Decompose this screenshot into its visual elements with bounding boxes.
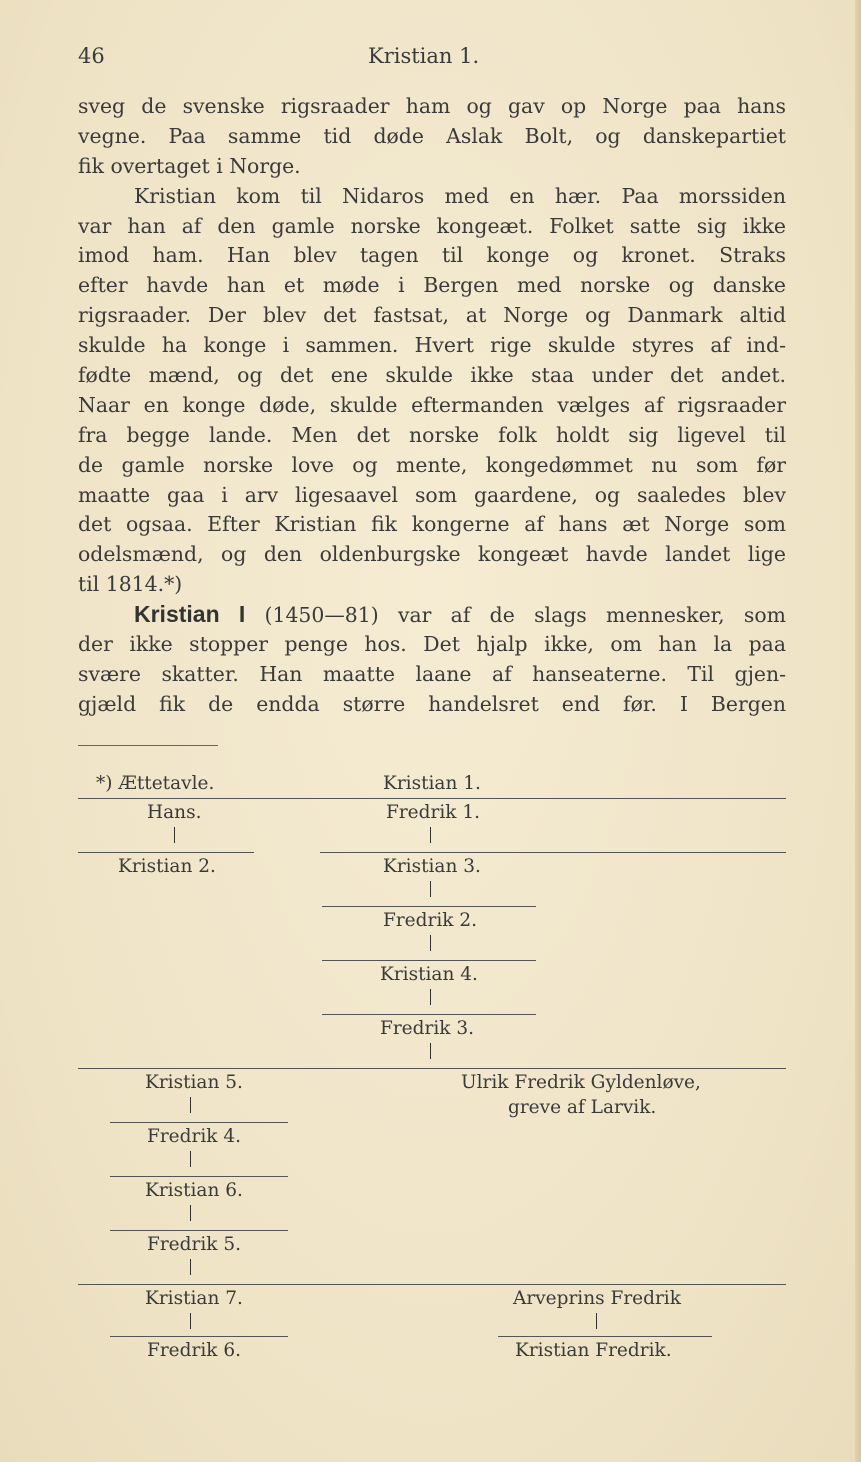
text-line: Naar en konge døde, skulde eftermanden vælges af rigsraader: [78, 392, 786, 417]
tree-name: Kristian 5.: [145, 1072, 243, 1093]
tree-connector: [430, 989, 431, 1005]
tree-name: Kristian 2.: [118, 856, 216, 877]
footnote-marker: *) Ættetavle.: [96, 773, 215, 794]
text-line: der ikke stopper penge hos. Det hjalp ikke, om han la paa: [78, 632, 786, 657]
tree-rule: [110, 1176, 288, 1177]
text-line: Kristian kom til Nidaros med en hær. Paa morssiden: [134, 183, 786, 208]
tree-rule: [322, 960, 536, 961]
tree-rule: [78, 852, 254, 853]
page-number: 46: [78, 44, 105, 68]
tree-rule: [498, 1336, 712, 1337]
text-line: efter havde han et møde i Bergen med norske og danske: [78, 273, 786, 298]
text-line: imod ham. Han blev tagen til konge og kronet. Straks: [78, 243, 786, 268]
text-line: skulde ha konge i sammen. Hvert rige skulde styres af ind-: [78, 333, 786, 358]
tree-rule: [110, 1230, 288, 1231]
tree-name: Arveprins Fredrik: [513, 1288, 681, 1309]
tree-rule: [320, 852, 786, 853]
tree-connector: [430, 827, 431, 843]
tree-connector: [190, 1259, 191, 1275]
main-text: [78, 92, 786, 720]
page-edge: [855, 0, 861, 1462]
text-span: (1450—81) var af de slags mennesker, som: [264, 603, 786, 628]
tree-rule: [322, 906, 536, 907]
tree-name: Hans.: [147, 802, 202, 823]
text-line: fra begge lande. Men det norske folk holdt sig ligevel til: [78, 422, 786, 447]
tree-rule: [110, 1122, 288, 1123]
tree-connector: [596, 1313, 597, 1329]
tree-name: Kristian 1.: [383, 773, 481, 794]
tree-connector: [430, 881, 431, 897]
tree-name: Kristian 3.: [383, 856, 481, 877]
text-line: maatte gaa i arv ligesaavel som gaardene, og saaledes blev: [78, 482, 786, 507]
tree-rule: [78, 1068, 786, 1069]
text-line: vegne. Paa samme tid døde Aslak Bolt, og danskepartiet: [78, 123, 786, 148]
tree-name: Fredrik 2.: [383, 910, 477, 931]
text-line: rigsraader. Der blev det fastsat, at Norge og Danmark altid: [78, 303, 786, 328]
tree-rule: [110, 1336, 288, 1337]
tree-name: Fredrik 3.: [380, 1018, 474, 1039]
tree-rule: [322, 1014, 536, 1015]
tree-name: Fredrik 6.: [147, 1340, 241, 1361]
text-line: fødte mænd, og det ene skulde ikke staa under det andet.: [78, 363, 786, 388]
running-title: Kristian 1.: [368, 44, 480, 68]
tree-name: Fredrik 5.: [147, 1234, 241, 1255]
text-line-paragraph-start: [78, 600, 786, 630]
tree-connector: [190, 1151, 191, 1167]
tree-connector: [190, 1097, 191, 1113]
tree-name: Kristian 7.: [145, 1288, 243, 1309]
text-line: gjæld fik de endda større handelsret end før. I Bergen: [78, 691, 786, 716]
tree-rule: [78, 1284, 786, 1285]
tree-name: Kristian 6.: [145, 1180, 243, 1201]
tree-connector: [190, 1205, 191, 1221]
text-line: sveg de svenske rigsraader ham og gav op Norge paa hans: [78, 94, 786, 118]
footnote-rule: [78, 745, 218, 746]
text-line: fik overtaget i Norge.: [78, 153, 301, 178]
tree-name: Fredrik 4.: [147, 1126, 241, 1147]
bold-name: Kristian I: [134, 601, 246, 628]
tree-connector: [430, 1043, 431, 1059]
tree-connector: [430, 935, 431, 951]
text-line: odelsmænd, og den oldenburgske kongeæt havde landet lige: [78, 542, 786, 567]
text-line: svære skatter. Han maatte laane af hanseaterne. Til gjen-: [78, 661, 786, 686]
text-line: de gamle norske love og mente, kongedømmet nu som før: [78, 452, 786, 477]
text-line: det ogsaa. Efter Kristian fik kongerne af hans æt Norge som: [78, 512, 786, 537]
tree-rule: [78, 798, 786, 799]
tree-connector: [190, 1313, 191, 1329]
tree-name: Fredrik 1.: [386, 802, 480, 823]
tree-name: greve af Larvik.: [508, 1097, 657, 1118]
tree-connector: [174, 827, 175, 843]
tree-name: Kristian 4.: [380, 964, 478, 985]
tree-name: Ulrik Fredrik Gyldenløve,: [461, 1072, 701, 1093]
text-line: til 1814.*): [78, 572, 183, 597]
text-line: var han af den gamle norske kongeæt. Folket satte sig ikke: [78, 213, 786, 238]
tree-name: Kristian Fredrik.: [515, 1340, 672, 1361]
